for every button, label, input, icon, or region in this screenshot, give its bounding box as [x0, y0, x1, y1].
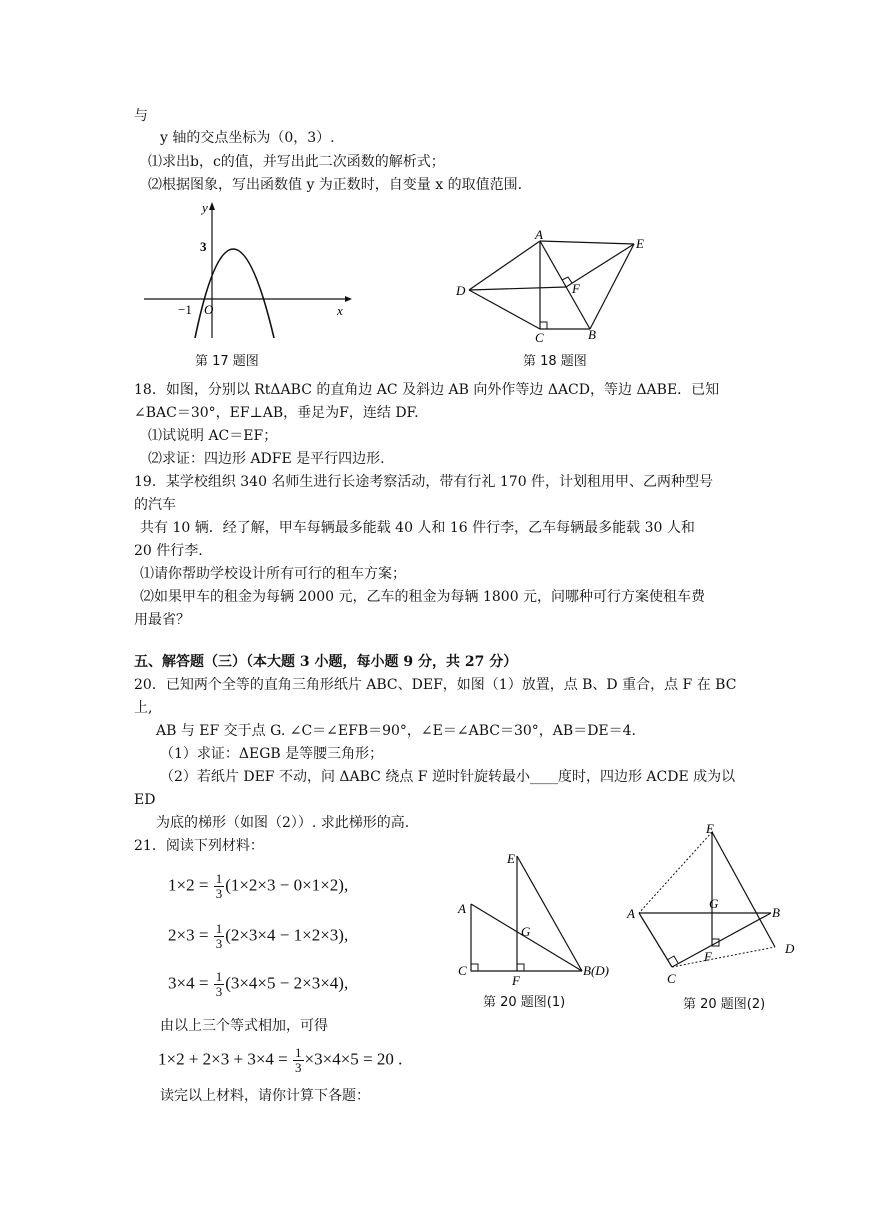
question-18: 18．如图，分别以 RtΔABC 的直角边 AC 及斜边 AB 向外作等边 ΔACD，等边 ΔABE．已知 — [134, 382, 720, 398]
text-line: y 轴的交点坐标为（0，3）. — [160, 130, 335, 146]
text-line: 读完以上材料，请你计算下各题： — [160, 1088, 370, 1104]
text-line: AB 与 EF 交于点 G. ∠C＝∠EFB＝90°，∠E＝∠ABC＝30°，AB＝DE＝4. — [156, 723, 636, 739]
question-20: 20．已知两个全等的直角三角形纸片 ABC、DEF，如图（1）放置，点 B、D 重合，点 F 在 BC — [134, 677, 737, 693]
point-label: D — [785, 941, 795, 956]
text-line: 上, — [134, 700, 153, 716]
text-line: ∠BAC＝30°，EF⊥AB，垂足为F，连结 DF. — [134, 405, 419, 421]
figure-18-diagram — [450, 228, 665, 346]
point-label: B(D) — [583, 963, 609, 978]
question-part: ⑵根据图象，写出函数值 y 为正数时，自变量 x 的取值范围. — [148, 177, 523, 193]
fraction: $\frac{1}{3}$ — [215, 921, 223, 951]
point-label: C — [535, 330, 544, 345]
text-line: ED — [134, 792, 156, 808]
point-label: E — [706, 821, 714, 836]
root-label: −1 — [178, 302, 192, 317]
figure-20-1-diagram — [455, 848, 609, 988]
text-line: 的汽车 — [134, 497, 176, 513]
equation-sum: 1×2 + 2×3 + 3×4 = $\frac{1}{3}$ ×3×4×5 = 20 . — [158, 1045, 403, 1075]
point-label: E — [636, 236, 644, 251]
axis-x-label: x — [337, 303, 343, 318]
point-label: A — [535, 227, 543, 242]
text-line: 用最省？ — [134, 612, 190, 628]
figure-20-2-caption: 第 20 题图(2) — [683, 997, 766, 1012]
fraction: $\frac{1}{3}$ — [215, 871, 223, 901]
question-part: （2）若纸片 DEF 不动，问 ΔABC 绕点 F 逆时针旋转最小____度时，四边形 ACDE 成为以 — [160, 769, 736, 785]
point-label: G — [709, 896, 719, 911]
point-label: E — [507, 851, 515, 866]
origin-label: O — [204, 302, 214, 317]
question-part: ⑵求证：四边形 ADFE 是平行四边形. — [148, 451, 385, 467]
point-label: A — [458, 901, 466, 916]
y-intercept-label: 3 — [200, 239, 207, 254]
point-label: F — [572, 281, 580, 296]
text-line: 与 — [134, 108, 148, 124]
figure-17-caption: 第 17 题图 — [195, 354, 259, 369]
question-21: 21．阅读下列材料： — [134, 838, 264, 854]
text-line: 共有 10 辆．经了解，甲车每辆最多能载 40 人和 16 件行李，乙车每辆最多能载 30 人和 — [140, 520, 695, 536]
point-label: A — [627, 906, 635, 921]
text-line: 20 件行李. — [134, 543, 203, 559]
point-label: G — [521, 924, 531, 939]
question-part: （1）求证：ΔEGB 是等腰三角形； — [160, 746, 384, 762]
figure-17-parabola — [140, 198, 355, 348]
figure-18-caption: 第 18 题图 — [523, 354, 587, 369]
point-label: B — [772, 905, 780, 920]
fraction: $\frac{1}{3}$ — [215, 969, 223, 999]
point-label: C — [458, 963, 467, 978]
point-label: D — [456, 283, 466, 298]
point-label: F — [704, 949, 712, 964]
equation-3: 3×4 = $\frac{1}{3}$ (3×4×5 − 2×3×4), — [168, 969, 349, 999]
equation-2: 2×3 = $\frac{1}{3}$ (2×3×4 − 1×2×3), — [168, 921, 349, 951]
figure-20-1-caption: 第 20 题图(1) — [483, 995, 566, 1010]
fraction: $\frac{1}{3}$ — [295, 1045, 302, 1075]
point-label: B — [588, 327, 596, 342]
point-label: F — [512, 973, 520, 988]
question-19: 19．某学校组织 340 名师生进行长途考察活动，带有行礼 170 件，计划租用甲、乙两种型号 — [134, 474, 714, 490]
point-label: C — [667, 971, 676, 986]
text-line: 为底的梯形（如图（2））. 求此梯形的高. — [156, 815, 410, 831]
question-part: ⑴求出b，c的值，并写出此二次函数的解析式； — [148, 154, 445, 170]
question-part: ⑵如果甲车的租金为每辆 2000 元，乙车的租金为每辆 1800 元，问哪种可行方案使租车费 — [140, 589, 706, 605]
question-part: ⑴请你帮助学校设计所有可行的租车方案； — [140, 566, 406, 582]
section-heading: 五、解答题（三）（本大题 3 小题，每小题 9 分，共 27 分） — [134, 654, 518, 670]
equation-1: 1×2 = $\frac{1}{3}$ (1×2×3 − 0×1×2), — [168, 871, 349, 901]
axis-y-label: y — [202, 200, 208, 215]
figure-20-2-diagram — [625, 820, 805, 988]
question-part: ⑴试说明 AC＝EF； — [148, 428, 278, 444]
text-line: 由以上三个等式相加，可得 — [160, 1018, 328, 1034]
